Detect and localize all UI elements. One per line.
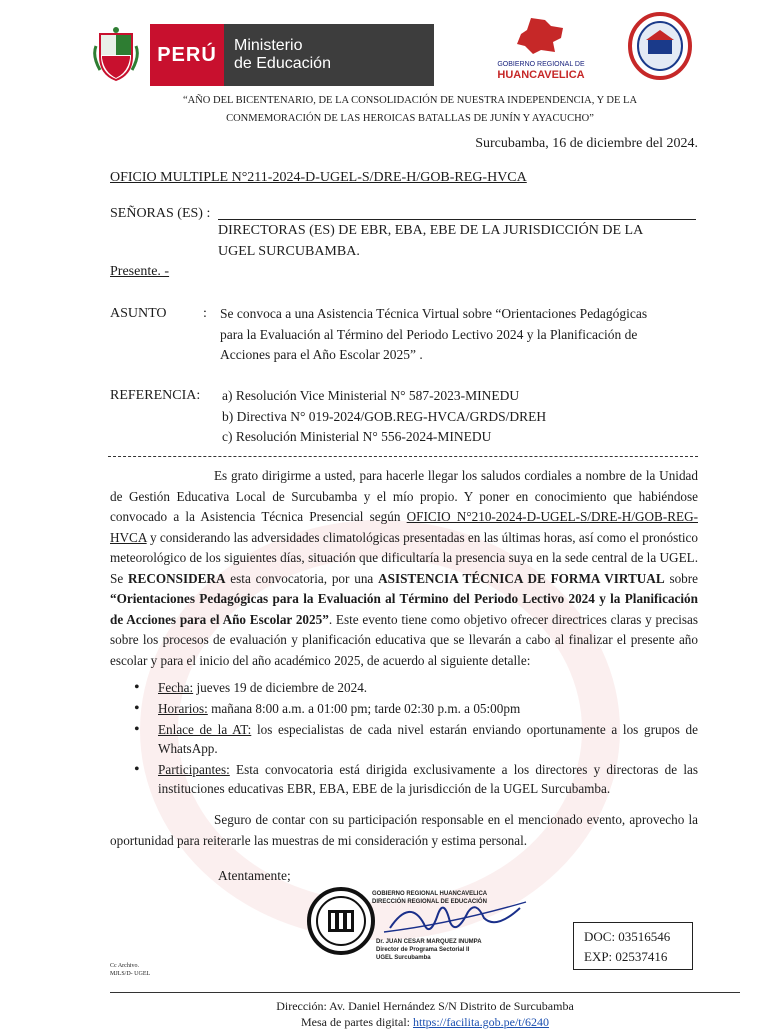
footer-mesa-partes [110,1014,740,1030]
body-p1: Es grato dirigirme a usted, para hacerle llegar los saludos cordiales a nombre de la Unidad de Gestión Educativa Local de Surcubamba y el mío propio. Y poner en conocimiento que habiéndose convocado a la Asistencia Técnica Presencial según [110,468,698,524]
cc-line1: Cc Archivo. [110,963,139,969]
asunto-line1: Se convoca a una Asistencia Técnica Virtual sobre “Orientaciones Pedagógicas [220,306,648,321]
detail-item [134,720,698,758]
closing-paragraph: Seguro de contar con su participación responsable en el mencionado evento, aprovecho la oportunidad para reiterarle las muestras de mi consideración y estima personal. [110,812,698,848]
body-p1e: . Este evento tiene como objetivo ofrecer directrices claras y precisas sobre los procesos de evaluación y planificación educativa que se llevarán a cabo al finalizar el presente año escolar y para el inicio del año académico 2025, de acuerdo al siguiente detalle: [110,611,698,668]
asunto-label: ASUNTO [110,306,167,321]
exp-number: EXP: 02537416 [584,949,668,964]
stamp-line1: GOBIERNO REGIONAL HUANCAVELICA [372,891,488,897]
ugel-seal-logo [628,12,692,80]
detail-label: Participantes: [158,762,230,777]
detail-text: jueves 19 de diciembre de 2024. [193,680,368,695]
referencias-list [222,386,546,448]
referencia-c: c) Resolución Ministerial N° 556-2024-MINEDU [222,429,492,444]
referencia-label: REFERENCIA: [110,388,201,403]
gobierno-regional-logo [480,16,602,80]
footer-divider [110,992,740,993]
gob-regional-line1: GOBIERNO REGIONAL DE [497,61,585,68]
letter-date: Surcubamba, 16 de diciembre del 2024. [475,136,698,151]
detail-label: Enlace de la AT: [158,722,252,737]
motto-line1: “AÑO DEL BICENTENARIO, DE LA CONSOLIDACIÓN DE NUESTRA INDEPENDENCIA, Y DE LA [182,95,638,106]
gob-regional-line2: HUANCAVELICA [497,69,585,81]
footer-mesa-link[interactable]: https://facilita.gob.pe/t/6240 [412,1015,549,1029]
presente-label: Presente. - [110,264,170,279]
peru-coat-of-arms-logo [92,26,140,82]
signature-caption-unit: UGEL Surcubamba [376,955,431,961]
detail-text: los especialistas de cada nivel estarán enviando oportunamente a los grupos de WhatsApp. [158,722,699,756]
signature-caption [376,938,482,962]
cc-line2: MJLS/D- UGEL [110,971,151,977]
dashed-separator [108,456,698,457]
asunto-colon: : [203,306,207,321]
referencia-b: b) Directiva N° 019-2024/GOB.REG-HVCA/GRDS/DREH [222,408,547,424]
stamp-line2: DIRECCIÓN REGIONAL DE EDUCACIÓN [372,899,487,905]
official-stamp-seal [306,886,376,956]
footer [110,998,740,1030]
doc-number: DOC: 03516546 [584,929,671,944]
body-p1d: sobre [664,570,699,586]
year-motto [150,92,670,128]
recipient-line1: DIRECTORAS (ES) DE EBR, EBA, EBE DE LA JURISDICCIÓN DE LA [218,223,644,238]
details-list [134,678,698,798]
footer-address: Dirección: Av. Daniel Hernández S/N Distrito de Surcubamba [276,999,574,1013]
body-asistencia: ASISTENCIA TÉCNICA DE FORMA VIRTUAL [378,570,665,586]
body-title: “Orientaciones Pedagógicas para la Evaluación al Término del Periodo Lectivo 2024 y la Planificación de Acciones para el Año Escolar 2025” [110,591,698,627]
oficio-number: OFICIO MULTIPLE N°211-2024-D-UGEL-S/DRE-H/GOB-REG-HVCA [110,170,527,185]
body-p1b: y considerando las adversidades climatológicas presentadas en las últimas horas, así como el pronóstico meteorológico de los siguientes días, situación que dificultaría la presencia suya en la sede central de la UGEL. Se [110,529,698,586]
asunto-line2: para la Evaluación al Término del Periodo Lectivo 2024 y la Planificación de [220,326,638,342]
ministry-name-line2: de Educación [234,55,331,72]
detail-text: Esta convocatoria está dirigida exclusivamente a los directores y directoras de las instituciones educativas EBR, EBA, EBE de la jurisdicción de la UGEL Surcubamba. [158,762,698,796]
body-oficio-reference: OFICIO N°210-2024-D-UGEL-S/DRE-H/GOB-REG-HVCA [110,509,698,545]
ministry-logo [150,24,434,86]
footer-mesa-label: Mesa de partes digital: [301,1015,413,1029]
asunto-text [220,304,647,366]
referencia-a: a) Resolución Vice Ministerial N° 587-2023-MINEDU [222,388,520,403]
ministry-name-line1: Ministerio [234,37,303,54]
signature-caption-name: Dr. JUAN CESAR MARQUEZ INUMPA [376,939,482,945]
motto-line2: CONMEMORACIÓN DE LAS HEROICAS BATALLAS DE JUNÍN Y AYACUCHO” [226,113,594,124]
recipient-underline [218,219,696,220]
huancavelica-map-icon [511,16,571,56]
detail-item [134,760,698,798]
detail-item [134,678,698,697]
signature-caption-title: Director de Programa Sectorial II [376,947,470,953]
peru-label: PERÚ [150,24,224,86]
detail-text: mañana 8:00 a.m. a 01:00 pm; tarde 02:30 p.m. a 05:00pm [207,701,521,716]
senoras-label: SEÑORAS (ES) : [110,206,211,221]
atentamente-label: Atentamente; [218,868,291,883]
body-p1c: esta convocatoria, por una [225,570,379,586]
detail-item [134,699,698,718]
body-paragraph [110,466,698,671]
document-reference-box [573,922,693,970]
detail-label: Horarios: [158,701,208,716]
asunto-line3: Acciones para el Año Escolar 2025” . [220,347,423,362]
body-reconsidera: RECONSIDERA [128,570,226,586]
detail-label: Fecha: [158,680,194,695]
recipient-line2: UGEL SURCUBAMBA. [218,244,360,259]
handwritten-signature [380,894,530,940]
cc-note [110,962,150,978]
